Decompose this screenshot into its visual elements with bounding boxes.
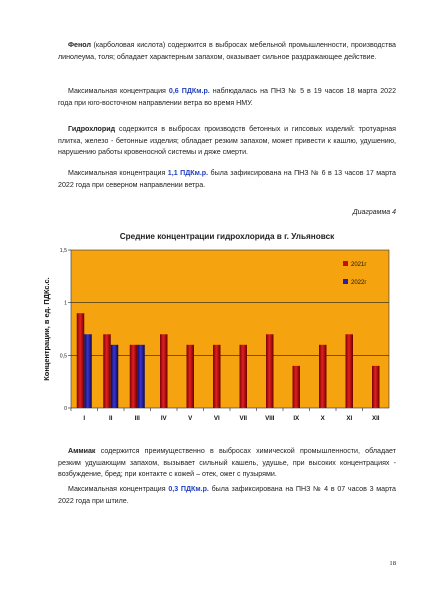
- x-tick-label: IX: [293, 415, 300, 422]
- bar-2022: [137, 345, 145, 408]
- term-hydrochloride: Гидрохлорид: [68, 125, 116, 133]
- bar-2021: [160, 334, 168, 408]
- paragraph-ammonia: [58, 446, 396, 481]
- paragraph-text: была зафиксирована на ПНЗ № 4 в 07 часов 3 марта 2022 года при штиле.: [58, 485, 396, 505]
- bar-2022: [84, 334, 92, 408]
- x-tick-label: VII: [239, 415, 248, 422]
- x-tick-label: IV: [160, 415, 167, 422]
- paragraph-hydrochloride: [58, 124, 396, 159]
- highlight-value: 0,6 ПДКм.р.: [168, 87, 210, 95]
- bar-2021: [130, 345, 138, 408]
- hydrochloride-chart: [34, 244, 394, 426]
- y-axis-label: Концентрации, в ед. ПДКс.с.: [42, 277, 51, 381]
- paragraph-text: Максимальная концентрация: [68, 485, 169, 493]
- x-tick-label: II: [109, 415, 113, 422]
- bar-2021: [103, 334, 111, 408]
- highlight-value: 0,3 ПДКм.р.: [168, 485, 209, 493]
- chart-title: Средние концентрации гидрохлорида в г. Ульяновск: [119, 232, 335, 241]
- x-tick-label: XII: [371, 415, 380, 422]
- bar-2022: [111, 345, 119, 408]
- bar-2021: [346, 334, 354, 408]
- y-tick-label: 1,5: [59, 248, 67, 254]
- y-tick-label: 1: [64, 300, 67, 307]
- x-tick-label: VIII: [265, 415, 275, 422]
- legend-label: 2022г: [351, 280, 367, 286]
- bar-2021: [77, 313, 85, 408]
- x-tick-label: V: [188, 415, 193, 422]
- paragraph-hydrochloride-max: [58, 168, 396, 191]
- x-tick-label: XI: [346, 415, 353, 422]
- bar-2021: [372, 366, 380, 408]
- bar-2021: [293, 366, 301, 408]
- bar-2021: [266, 334, 274, 408]
- x-tick-label: X: [320, 415, 325, 422]
- x-tick-label: VI: [213, 415, 220, 422]
- bar-2021: [319, 345, 327, 408]
- bar-2021: [213, 345, 221, 408]
- page-number: 18: [389, 560, 396, 567]
- paragraph-text: содержится преимущественно в выбросах химической промышленности, обладает резким удушающим запахом, вызывает сильный кашель, удушье, при высоких концентрациях - возбуждение, бред; при контакте с кожей – отек, ожег с пузырями.: [58, 447, 396, 479]
- paragraph-text: Максимальная концентрация: [68, 87, 169, 95]
- paragraph-ammonia-max: [58, 484, 396, 507]
- paragraph-phenol: [58, 40, 396, 63]
- paragraph-text: наблюдалась на ПНЗ № 5 в 19 часов 18 марта 2022 года при юго-восточном направлении ветра во время НМУ.: [58, 87, 397, 107]
- paragraph-text: (карболовая кислота) содержится в выбросах мебельной промышленности, производства линолеума, толя; обладает характерным запахом, оказывает сильное раздражающее действие.: [58, 41, 396, 61]
- legend-label: 2021г: [351, 262, 367, 268]
- highlight-value: 1,1 ПДКм.р.: [167, 169, 209, 177]
- diagram-label: Диаграмма 4: [352, 209, 396, 216]
- term-ammonia: Аммиак: [68, 447, 96, 455]
- y-tick-label: 0: [64, 406, 67, 412]
- legend-swatch: [343, 279, 348, 284]
- y-tick-label: 0,5: [59, 353, 67, 360]
- legend-swatch: [343, 261, 348, 266]
- paragraph-text: Максимальная концентрация: [68, 169, 168, 177]
- x-tick-label: III: [134, 415, 140, 422]
- x-tick-label: I: [83, 415, 86, 422]
- paragraph-text: была зафиксирована на ПНЗ № 6 в 13 часов 17 марта 2022 года при северном направлении ветра.: [58, 169, 397, 189]
- paragraph-phenol-max: [58, 86, 396, 109]
- bar-2021: [240, 345, 248, 408]
- paragraph-text: содержится в выбросах производств бетонных и гипсовых изделий: тротуарная плитка, железо - бетонные изделия; обладает резким запахом, может привести к кашлю, удушению, нарушению работы кровеносной системы и дяже смерти.: [58, 125, 396, 157]
- term-phenol: Фенол: [68, 41, 91, 49]
- bar-2021: [187, 345, 195, 408]
